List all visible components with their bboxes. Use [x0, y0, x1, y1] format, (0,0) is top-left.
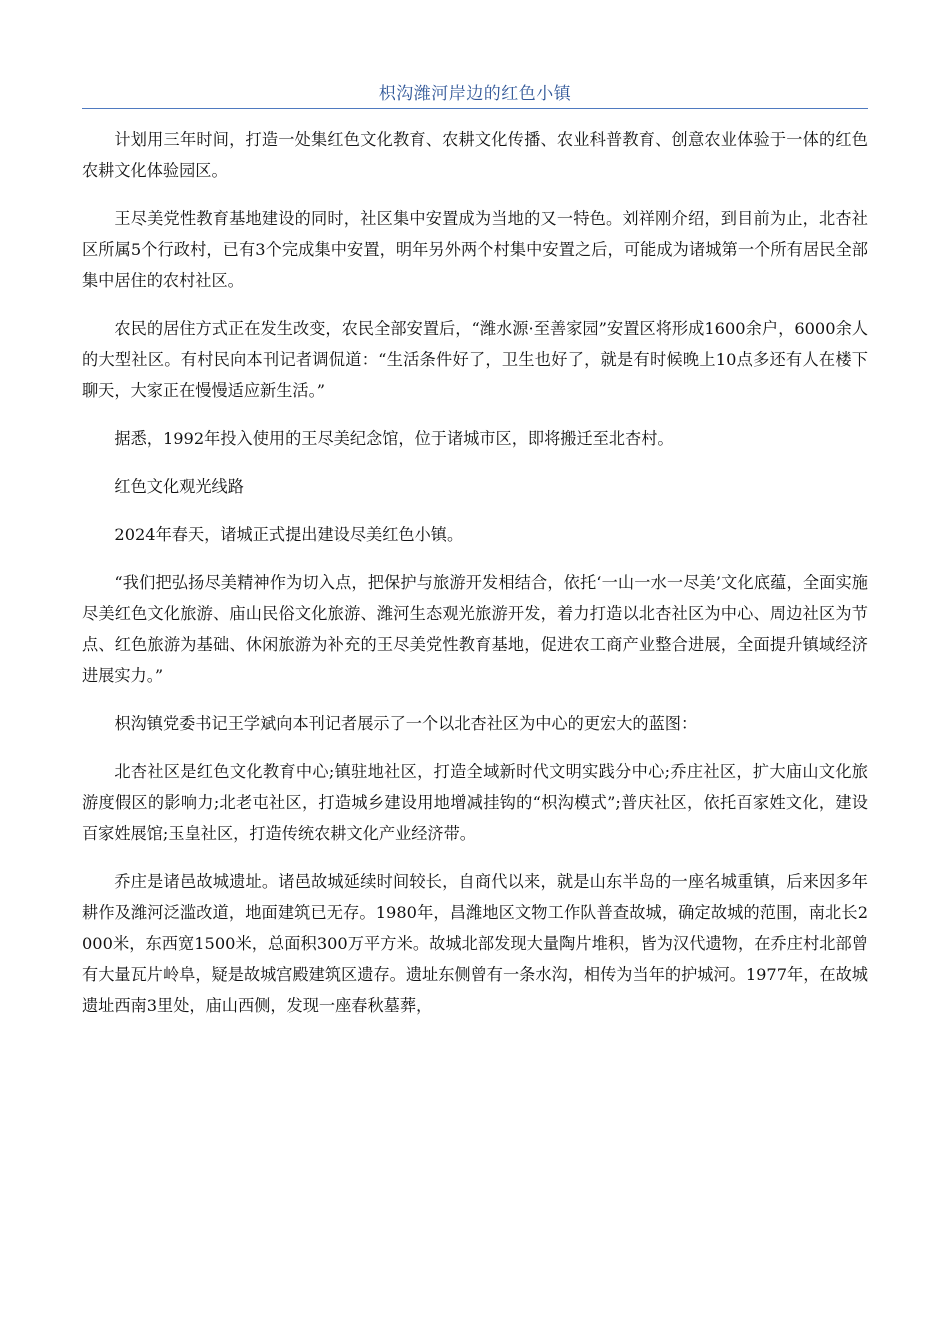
paragraph-2: 王尽美党性教育基地建设的同时，社区集中安置成为当地的又一特色。刘祥刚介绍，到目前为止，北杏社区所属5个行政村，已有3个完成集中安置，明年另外两个村集中安置之后，可能成为诸城第一个所有居民全部集中居住的农村社区。 — [82, 209, 868, 290]
paragraph-5: 2024年春天，诸城正式提出建设尽美红色小镇。 — [114, 525, 464, 544]
paragraph-8: 乔庄是诸邑故城遗址。诸邑故城延续时间较长，自商代以来，就是山东半岛的一座名城重镇，后来因多年耕作及潍河泛滥改道，地面建筑已无存。1980年，昌潍地区文物工作队普查故城，确定故城的范围，南北长2000米，东西宽1500米，总面积300万平方米。故城北部发现大量陶片堆积，皆为汉代遗物，在乔庄村北部曾有大量瓦片岭阜，疑是故城宫殿建筑区遗存。遗址东侧曾有一条水沟，相传为当年的护城河。1977年，在故城遗址西南3里处，庙山西侧，发现一座春秋墓葬， — [82, 872, 868, 1015]
paragraph-7: 北杏社区是红色文化教育中心;镇驻地社区，打造全域新时代文明实践分中心;乔庄社区，扩大庙山文化旅游度假区的影响力;北老屯社区，打造城乡建设用地增减挂钩的“枳沟模式”;普庆社区，依托百家姓文化，建设百家姓展馆;玉皇社区，打造传统农耕文化产业经济带。 — [82, 762, 868, 843]
paragraph-3: 农民的居住方式正在发生改变，农民全部安置后，“潍水源·至善家园”安置区将形成1600余户，6000余人的大型社区。有村民向本刊记者调侃道：“生活条件好了，卫生也好了，就是有时候晚上10点多还有人在楼下聊天，大家正在慢慢适应新生活。” — [82, 319, 868, 400]
paragraph-quote: “我们把弘扬尽美精神作为切入点，把保护与旅游开发相结合，依托‘一山一水一尽美’文化底蕴，全面实施尽美红色文化旅游、庙山民俗文化旅游、潍河生态观光旅游开发，着力打造以北杏社区为中心、周边社区为节点、红色旅游为基础、休闲旅游为补充的王尽美党性教育基地，促进农工商产业整合进展，全面提升镇域经济进展实力。” — [82, 573, 868, 685]
title-underline-divider — [82, 108, 868, 109]
section-heading: 红色文化观光线路 — [114, 477, 244, 496]
paragraph-4: 据悉，1992年投入使用的王尽美纪念馆，位于诸城市区，即将搬迁至北杏村。 — [114, 429, 674, 448]
paragraph-6: 枳沟镇党委书记王学斌向本刊记者展示了一个以北杏社区为中心的更宏大的蓝图： — [114, 714, 698, 733]
document-title: 枳沟潍河岸边的红色小镇 — [378, 84, 572, 104]
paragraph-1: 计划用三年时间，打造一处集红色文化教育、农耕文化传播、农业科普教育、创意农业体验于一体的红色农耕文化体验园区。 — [82, 130, 868, 180]
document-body — [82, 124, 868, 1038]
